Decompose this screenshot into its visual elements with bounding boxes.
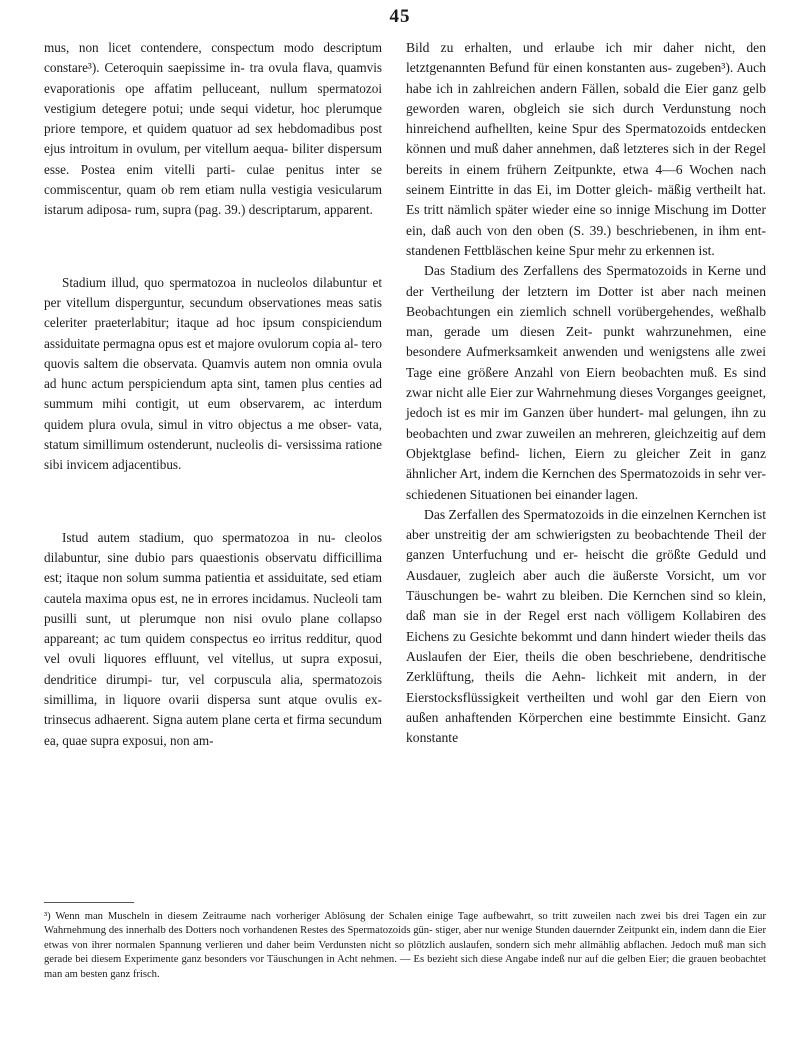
footnote: ³) Wenn man Muscheln in diesem Zeitraume nach vorheriger Ablösung der Schalen einige Tage aufbewahrt, so tritt zuweilen nach zwei bis drei Tagen ein zur Wahrnehmung des innerhalb des Dotters noch vorhandenen Restes des Spermatozoids gün- stiger, aber nur wenige Stunden dauernder Zeitpunkt ein, indem dann die Eier etwas von ihrer normalen Spannung verlieren und daher beim Verdunsten nicht so plötzlich auslaufen, sondern sich mehr allmählig abflachen. Jedoch muß man sich gerade bei diesem Experimente ganz besonders vor Täuschungen in Acht nehmen. — Es bezieht sich diese Angabe indeß nur auf die gelben Eier; die grauen beobachtet man am besten ganz frisch. (44, 911, 766, 980)
german-paragraph-3: Das Zerfallen des Spermatozoids in die einzelnen Kernchen ist aber unstreitig der am schwierigsten zu beobachtende Theil der ganzen Unterfuchung und er- heischt die größte Geduld und Ausdauer, zugleich aber auch die äußerste Vorsicht, um vor Täuschungen be- wahrt zu bleiben. Die Kernchen sind so klein, daß man sie in der Regel erst nach völligem Kollabiren des Eichens zu Gesichte bekommt und dann hindert wieder theils das Auslaufen der Eier, theils die oben beschriebene, dendritische Zerklüftung, theils die Aehn- lichkeit mit andern, in der Eierstocksflüssigkeit vertheilten und wohl gar den Eiern von außen anhaftenden Körperchen eine bestimmte Einsicht. Ganz konstante (406, 506, 766, 746)
german-paragraph-1: Bild zu erhalten, und erlaube ich mir daher nicht, den letztgenannten Befund für einen konstanten aus- zugeben³). Auch habe ich in zahlreichen andern Fällen, sobald die Eier ganz gelb geworden waren, obgleich sie sich durch Verdunstung noch hinreichend aufhellten, keine Spur des Spermatozoids entdecken können und muß daher annehmen, daß letzteres sich in der Regel bereits in einem frühern Zeitpunkte, etwa 4—6 Wochen nach seinem Eintritte in das Ei, im Dotter gleich- mäßig vertheilt hat. Es tritt nämlich später wieder eine so innige Mischung im Dotter ein, daß auch von den oben (S. 39.) beschriebenen, in ihm ent- standenen Fettbläschen keine Spur mehr zu erkennen ist. (406, 40, 766, 258)
latin-paragraph-2: Stadium illud, quo spermatozoa in nucleolos dilabuntur et per vitellum disperguntur, secundum observationes meas satis celeriter praeterlabitur; itaque ad hoc ipsum conspiciendum assiduitate permagna opus est et majore ovulorum copia al- tero quovis saltem die observata. Quamvis autem non omnia ovula ad hunc actum perspiciendum apta sint, tamen plus centies ad summum mihi contigit, ut eum observarem, ac interdum quidem plura ovula, simul in vitro objectus a me obser- vata, statum simillimum ostenderunt, nucleolis di- versissima ratione sibi invicem adjacentibus. (44, 274, 382, 473)
latin-paragraph-3: Istud autem stadium, quo spermatozoa in nu- cleolos dilabuntur, sine dubio pars quaestionis observatu difficillima est; itaque non solum summa patientia et assiduitate, sed etiam cautela maxima opus est, ne in errores incidamus. Nucleoli tam pusilli sunt, ut plerumque non nisi ovulo plane collapso appareant; ac tum quidem conspectus eo irritus redditur, quod vel ovuli liquores effluunt, vel vitellus, ut supra exposui, dendritice dirumpi- tur, vel corpuscula alia, spermatozois simillima, in liquore ovarii dispersa sunt atque ovulis ex- trinsecus adhaerent. Signa autem plane certa et firma secundum ea, quae supra exposui, non am- (44, 529, 382, 748)
footnote-divider (44, 902, 134, 903)
latin-column (44, 38, 382, 751)
german-column (406, 38, 766, 748)
page-number: 45 (389, 6, 411, 27)
german-paragraph-2: Das Stadium des Zerfallens des Spermatozoids in Kerne und der Vertheilung der letztern im Dotter ist aber nach meinen Beobachtungen ein ziemlich schnell vorübergehendes, weßhalb man, gerade um diesen Zeit- punkt wahrzunehmen, eine besondere Aufmerksamkeit anwenden und wenigstens alle zwei Tage eine größere Anzahl von Eiern beobachten muß. Es sind zwar nicht alle Eier zur Wahrnehmung dieses Vorganges geeignet, jedoch ist es mir im Ganzen über hundert- mal gelungen, ihn zu beobachten und zwar zuweilen an mehreren, gleichzeitig auf dem Objektglase befind- lichen, Eiern zu gleicher Zeit in ganz ähnlicher Art, indem die Kernchen des Spermatozoids in sehr ver- schiedenen Situationen bei einander lagen. (406, 263, 766, 502)
latin-paragraph-1: mus, non licet contendere, conspectum modo descriptum constare³). Ceteroquin saepissime in- tra ovula flava, quamvis evaporationis ope affatim pelluceant, nullum spermatozoi vestigium detegere potui; unde sequi videtur, hoc plerumque priore tempore, et quidem quatuor ad sex hebdomadibus post ejus introitum in ovulum, per vitellum aequa- biliter dispersum esse. Postea enim vitelli parti- culae penitus inter se commiscentur, quam ob rem etiam nulla vestigia vesicularum istarum adiposa- rum, supra (pag. 39.) descriptarum, apparent. (44, 40, 382, 218)
